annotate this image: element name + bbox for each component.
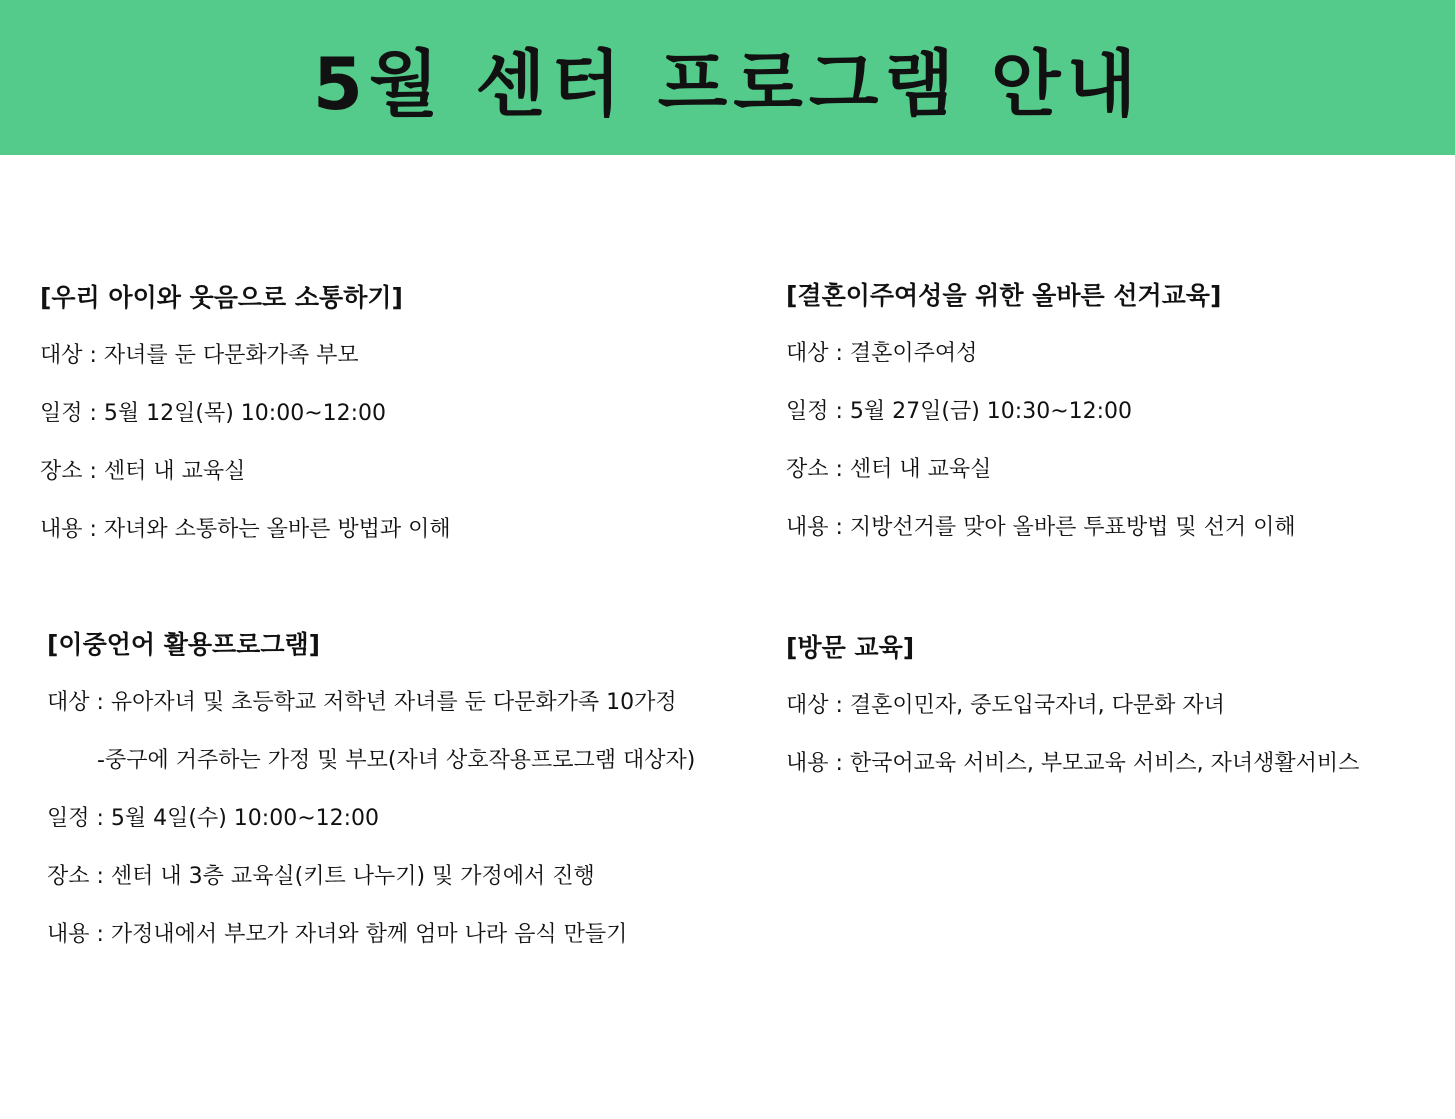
program-section-4	[786, 628, 1359, 806]
program-section-3	[47, 625, 695, 977]
program-content: 내용 : 한국어교육 서비스, 부모교육 서비스, 자녀생활서비스	[786, 751, 1360, 776]
program-content: 내용 : 가정내에서 부모가 자녀와 함께 엄마 나라 음식 만들기	[47, 922, 628, 947]
program-target-detail: -중구에 거주하는 가정 및 부모(자녀 상호작용프로그램 대상자)	[97, 748, 696, 773]
program-target: 대상 : 유아자녀 및 초등학교 저학년 자녀를 둔 다문화가족 10가정	[47, 690, 677, 715]
program-heading: [결혼이주여성을 위한 올바른 선거교육]	[786, 281, 1222, 310]
program-heading: [우리 아이와 웃음으로 소통하기]	[40, 283, 403, 312]
program-heading: [이중언어 활용프로그램]	[47, 630, 321, 659]
program-section-1	[40, 278, 451, 572]
program-target: 대상 : 결혼이주여성	[786, 341, 978, 366]
program-target: 대상 : 자녀를 둔 다문화가족 부모	[40, 343, 359, 368]
program-location: 장소 : 센터 내 3층 교육실(키트 나누기) 및 가정에서 진행	[47, 864, 595, 889]
page-title: 5월 센터 프로그램 안내	[312, 41, 1143, 126]
program-content: 내용 : 지방선거를 맞아 올바른 투표방법 및 선거 이해	[786, 515, 1296, 540]
program-content: 내용 : 자녀와 소통하는 올바른 방법과 이해	[40, 517, 451, 542]
title-banner	[0, 0, 1455, 155]
program-heading: [방문 교육]	[786, 633, 915, 662]
program-target: 대상 : 결혼이민자, 중도입국자녀, 다문화 자녀	[786, 693, 1225, 718]
program-section-2	[786, 276, 1296, 570]
program-schedule: 일정 : 5월 12일(목) 10:00~12:00	[40, 401, 387, 426]
program-location: 장소 : 센터 내 교육실	[40, 459, 246, 484]
program-schedule: 일정 : 5월 4일(수) 10:00~12:00	[47, 806, 380, 831]
program-location: 장소 : 센터 내 교육실	[786, 457, 992, 482]
program-schedule: 일정 : 5월 27일(금) 10:30~12:00	[786, 399, 1133, 424]
